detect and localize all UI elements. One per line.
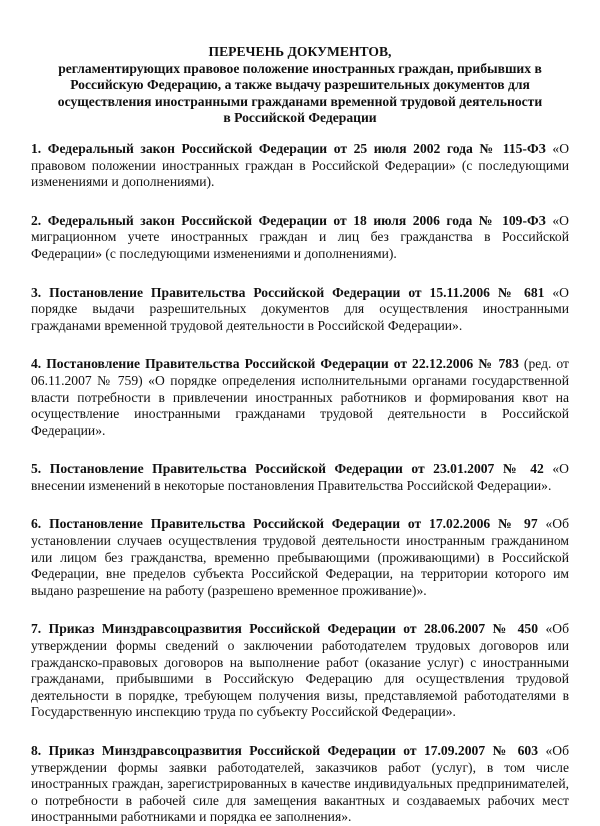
title-line-4: осуществления иностранными гражданами временной трудовой деятельности <box>57 93 543 109</box>
item-number: 6. <box>31 516 42 532</box>
document-item-4 <box>31 356 569 439</box>
item-heading: Приказ Минздравсоцразвития Российской Федерации от 28.06.2007 № 450 <box>48 621 539 637</box>
item-text: «О порядке выдачи разрешительных документов для осуществления иностранными гражданами временной трудовой деятельности в Российской Федерации». <box>31 284 569 333</box>
document-item-8 <box>31 743 569 826</box>
item-text: «О внесении изменений в некоторые постановления Правительства Российской Федерации». <box>31 461 569 493</box>
item-text: «Об утверждении формы сведений о заключении работодателем трудовых договоров или гражданско-правовых договоров на выполнение работ (оказание услуг) с иностранными гражданами, прибывшими в Российскую Федерацию для осуществления трудовой деятельности в порядке, требующем получения визы, представляемой работодателями в Государственную инспекцию труда по субъекту Российской Федерации». <box>31 621 569 720</box>
item-text: «Об установлении случаев осуществления трудовой деятельности иностранным гражданином или лицом без гражданства, временно пребывающими (проживающими) в Российской Федерации, вне пределов субъекта Российской Федерации, на территории которого им выдано разрешение на работу (разрешено временное проживание)». <box>31 516 570 598</box>
document-item-2 <box>31 213 569 263</box>
document-item-6 <box>31 516 569 599</box>
item-heading: Постановление Правительства Российской Федерации от 17.02.2006 № 97 <box>49 516 538 532</box>
item-heading: Федеральный закон Российской Федерации от 18 июля 2006 года № 109-ФЗ <box>47 212 546 228</box>
title-line-3: Российскую Федерацию, а также выдачу разрешительных документов для <box>70 77 530 93</box>
item-heading: Постановление Правительства Российской Федерации от 15.11.2006 № 681 <box>49 284 545 300</box>
item-number: 7. <box>31 621 42 637</box>
item-number: 8. <box>31 743 42 758</box>
document-item-1 <box>31 141 569 191</box>
item-number: 3. <box>31 284 42 300</box>
item-heading: Постановление Правительства Российской Федерации от 22.12.2006 № 783 <box>46 356 519 372</box>
item-text: «Об утверждении формы заявки работодателей, заказчиков работ (услуг), в том числе иностранных граждан, зарегистрированных в качестве индивидуальных предпринимателей, о потребности в рабочей силе для замещения вакантных и создаваемых рабочих мест иностранными работниками и порядка ее заполнения». <box>31 743 569 825</box>
document-title <box>31 44 569 127</box>
item-text: (ред. от 06.11.2007 № 759) «О порядке определения исполнительными органами государственной власти потребности в привлечении иностранных работников и формирования квот на осуществление иностранными гражданами трудовой деятельности в Российской Федерации». <box>31 356 569 438</box>
title-line-1: ПЕРЕЧЕНЬ ДОКУМЕНТОВ, <box>208 44 392 59</box>
item-text: «О миграционном учете иностранных граждан и лиц без гражданства в Российской Федерации» (с последующими изменениями и дополнениями). <box>31 212 569 261</box>
item-number: 5. <box>31 461 42 477</box>
document-item-5 <box>31 461 569 494</box>
item-number: 4. <box>31 356 42 372</box>
title-line-2: регламентирующих правовое положение иностранных граждан, прибывших в <box>58 60 542 76</box>
document-item-3 <box>31 285 569 335</box>
title-line-5: в Российской Федерации <box>223 110 377 126</box>
item-heading: Постановление Правительства Российской Федерации от 23.01.2007 № 42 <box>49 461 544 477</box>
item-text: «О правовом положении иностранных граждан в Российской Федерации» (с последующими изменениями и дополнениями). <box>31 140 570 190</box>
item-heading: Приказ Минздравсоцразвития Российской Федерации от 17.09.2007 № 603 <box>48 743 539 758</box>
item-heading: Федеральный закон Российской Федерации от 25 июля 2002 года № 115-ФЗ <box>47 140 546 156</box>
document-item-7 <box>31 621 569 721</box>
item-number: 1. <box>31 140 42 156</box>
item-number: 2. <box>31 212 42 228</box>
